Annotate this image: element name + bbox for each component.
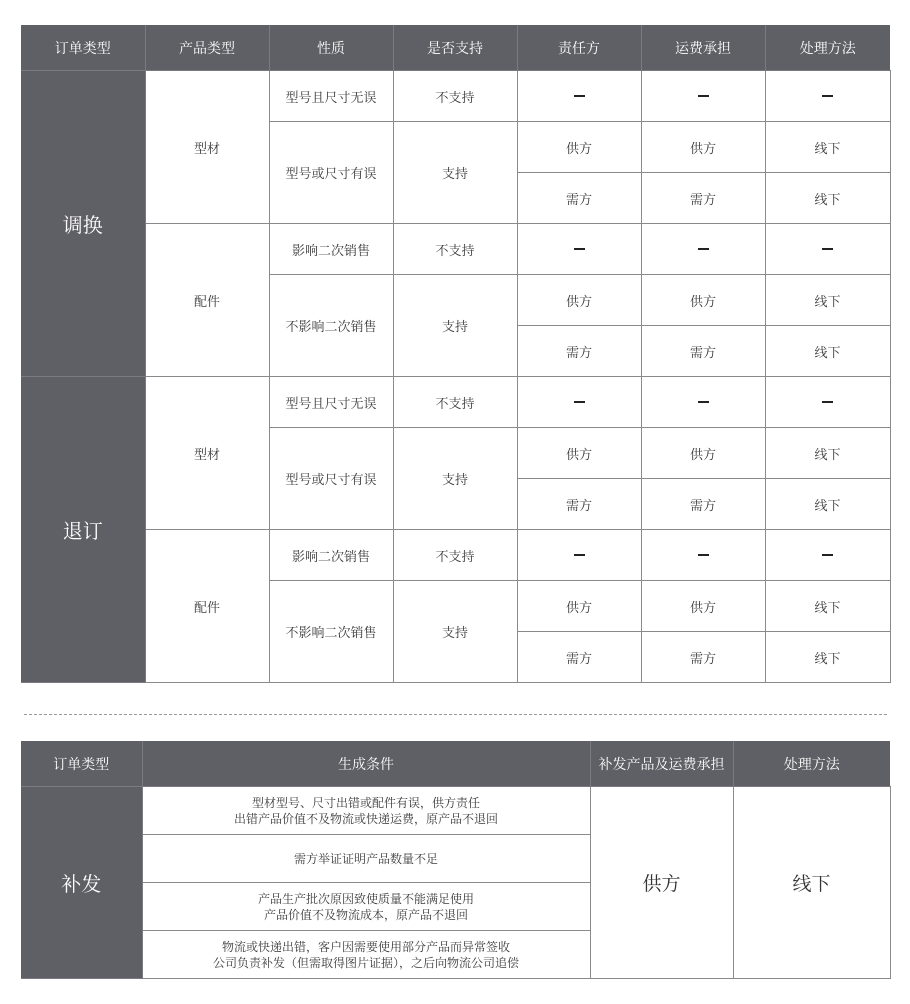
method-cell: 线下 — [765, 173, 890, 224]
responsible-cell: 供方 — [517, 428, 641, 479]
nature-cell: 型号或尺寸有误 — [269, 122, 393, 224]
condition-line: 物流或快递出错，客户因需要使用部分产品而异常签收 — [221, 939, 510, 954]
nature-cell: 不影响二次销售 — [269, 275, 393, 377]
freight-cell: 需方 — [641, 326, 765, 377]
dash-mark — [574, 554, 585, 556]
freight-cell — [641, 71, 765, 122]
condition-line: 出错产品价值不及物流或快递运费，原产品不退回 — [233, 811, 498, 826]
condition-line: 公司负责补发（但需取得图片证据），之后向物流公司追偿 — [212, 955, 519, 970]
returns-policy-body — [21, 71, 890, 683]
freight-cell: 供方 — [641, 122, 765, 173]
responsible-cell: 供方 — [517, 122, 641, 173]
nature-cell: 影响二次销售 — [269, 224, 393, 275]
support-cell: 不支持 — [393, 224, 517, 275]
responsible-cell — [517, 377, 641, 428]
section-divider — [24, 714, 887, 715]
reissue-policy-table — [21, 741, 891, 979]
header-product-type: 产品类型 — [145, 25, 269, 71]
method-cell — [765, 377, 890, 428]
method-cell: 线下 — [765, 581, 890, 632]
support-cell: 支持 — [393, 275, 517, 377]
bearer-cell: 供方 — [590, 787, 733, 979]
support-cell: 不支持 — [393, 71, 517, 122]
order-type-cell: 调换 — [21, 71, 145, 377]
support-cell: 支持 — [393, 122, 517, 224]
method-cell: 线下 — [733, 787, 890, 979]
responsible-cell: 供方 — [517, 581, 641, 632]
dash-mark — [822, 95, 833, 97]
condition-line: 产品价值不及物流成本，原产品不退回 — [263, 907, 468, 922]
product-type-cell: 型材 — [145, 377, 269, 530]
header-conditions: 生成条件 — [142, 741, 590, 787]
freight-cell — [641, 530, 765, 581]
support-cell: 支持 — [393, 581, 517, 683]
condition-line: 需方举证证明产品数量不足 — [293, 851, 438, 866]
responsible-cell: 需方 — [517, 173, 641, 224]
responsible-cell — [517, 71, 641, 122]
method-cell: 线下 — [765, 122, 890, 173]
nature-cell: 型号或尺寸有误 — [269, 428, 393, 530]
nature-cell: 影响二次销售 — [269, 530, 393, 581]
method-cell — [765, 224, 890, 275]
dash-mark — [574, 248, 585, 250]
condition-line: 型材型号、尺寸出错或配件有误，供方责任 — [251, 795, 480, 810]
header-order-type: 订单类型 — [21, 741, 142, 787]
freight-cell — [641, 224, 765, 275]
header-freight: 运费承担 — [641, 25, 765, 71]
product-type-cell: 配件 — [145, 224, 269, 377]
condition-cell — [142, 883, 590, 931]
product-type-cell: 型材 — [145, 71, 269, 224]
reissue-policy-body — [21, 787, 890, 979]
responsible-cell: 供方 — [517, 275, 641, 326]
returns-policy-table — [21, 25, 891, 683]
responsible-cell — [517, 224, 641, 275]
header-method: 处理方法 — [765, 25, 890, 71]
dash-mark — [698, 95, 709, 97]
responsible-cell: 需方 — [517, 326, 641, 377]
header-supported: 是否支持 — [393, 25, 517, 71]
nature-cell: 型号且尺寸无误 — [269, 71, 393, 122]
condition-line: 产品生产批次原因致使质量不能满足使用 — [257, 891, 474, 906]
support-cell: 不支持 — [393, 377, 517, 428]
dash-mark — [822, 248, 833, 250]
order-type-cell: 补发 — [21, 787, 142, 979]
responsible-cell — [517, 530, 641, 581]
dash-mark — [698, 554, 709, 556]
freight-cell: 需方 — [641, 479, 765, 530]
freight-cell: 供方 — [641, 428, 765, 479]
table-row — [21, 71, 890, 122]
method-cell: 线下 — [765, 632, 890, 683]
dash-mark — [698, 401, 709, 403]
dash-mark — [574, 95, 585, 97]
header-nature: 性质 — [269, 25, 393, 71]
header-bearer: 补发产品及运费承担 — [590, 741, 733, 787]
freight-cell: 供方 — [641, 275, 765, 326]
dash-mark — [822, 401, 833, 403]
nature-cell: 不影响二次销售 — [269, 581, 393, 683]
product-type-cell: 配件 — [145, 530, 269, 683]
table-row — [21, 787, 890, 835]
order-type-cell: 退订 — [21, 377, 145, 683]
method-cell — [765, 71, 890, 122]
method-cell: 线下 — [765, 275, 890, 326]
condition-cell — [142, 931, 590, 979]
header-method: 处理方法 — [733, 741, 890, 787]
responsible-cell: 需方 — [517, 479, 641, 530]
condition-cell — [142, 787, 590, 835]
method-cell: 线下 — [765, 428, 890, 479]
dash-mark — [574, 401, 585, 403]
freight-cell: 需方 — [641, 632, 765, 683]
table-row — [21, 224, 890, 275]
freight-cell: 供方 — [641, 581, 765, 632]
method-cell: 线下 — [765, 479, 890, 530]
freight-cell: 需方 — [641, 173, 765, 224]
dash-mark — [822, 554, 833, 556]
table-row — [21, 377, 890, 428]
support-cell: 不支持 — [393, 530, 517, 581]
responsible-cell: 需方 — [517, 632, 641, 683]
table-header-row — [21, 741, 890, 787]
support-cell: 支持 — [393, 428, 517, 530]
header-order-type: 订单类型 — [21, 25, 145, 71]
dash-mark — [698, 248, 709, 250]
header-responsible: 责任方 — [517, 25, 641, 71]
nature-cell: 型号且尺寸无误 — [269, 377, 393, 428]
method-cell — [765, 530, 890, 581]
condition-cell — [142, 835, 590, 883]
table-row — [21, 530, 890, 581]
table-header-row — [21, 25, 890, 71]
method-cell: 线下 — [765, 326, 890, 377]
freight-cell — [641, 377, 765, 428]
